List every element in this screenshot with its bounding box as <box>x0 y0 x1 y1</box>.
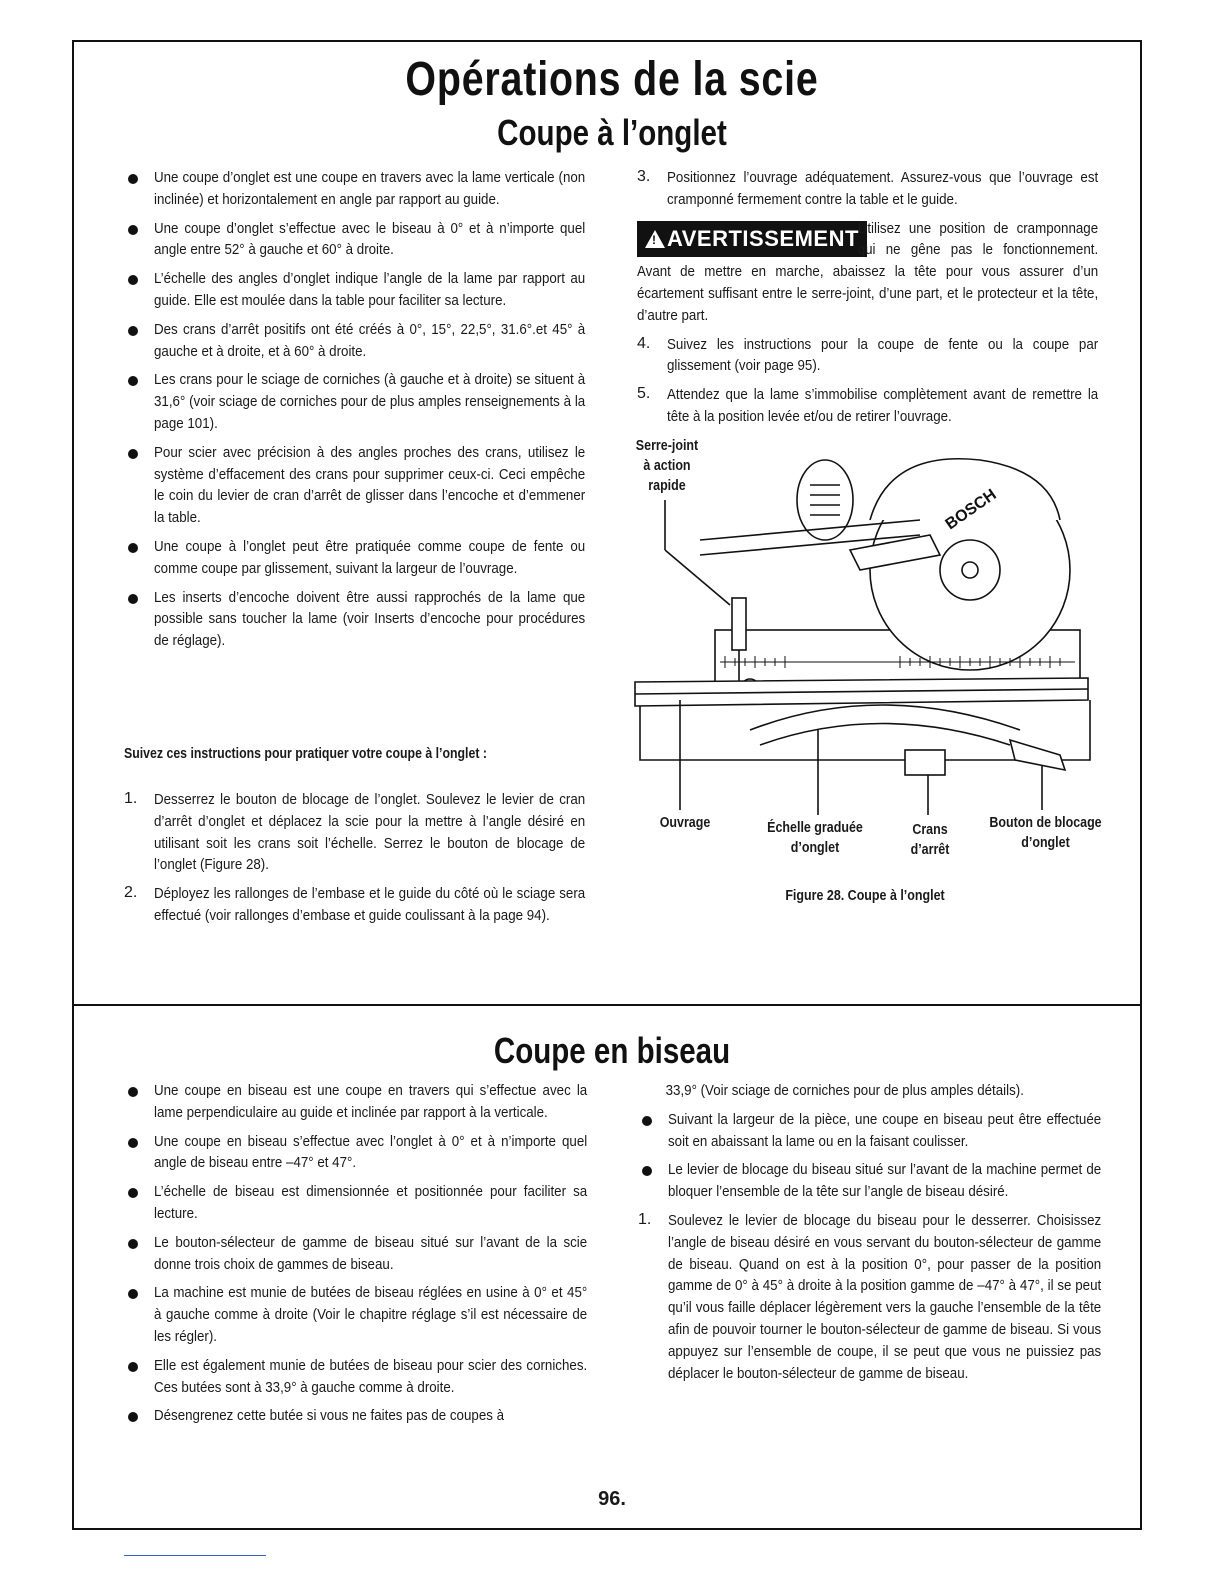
instructions-heading: Suivez ces instructions pour pratiquer votre coupe à l’onglet : <box>124 746 487 762</box>
page-number: 96. <box>598 1488 626 1510</box>
label-miter-lock-knob: Bouton de blocage d’onglet <box>989 815 1102 851</box>
step-item: 2. Déployez les rallonges de l’embase et le guide du côté où le sciage sera effectué (voir rallonges d’embase et guide coulissant à la page 94). <box>124 884 586 924</box>
warning-badge: !AVERTISSEMENT <box>637 221 867 257</box>
list-item: La machine est munie de butées de biseau réglées en usine à 0° et 45° à gauche comme à droite (Voir le chapitre réglage s’il est nécessaire de les régler). <box>124 1283 588 1348</box>
list-item: L’échelle de biseau est dimensionnée et positionnée pour faciliter sa lecture. <box>124 1182 588 1226</box>
label-workpiece: Ouvrage <box>659 815 711 831</box>
bevel-right-column <box>638 1081 1102 1392</box>
list-item: Une coupe d’onglet est une coupe en travers avec la lame verticale (non inclinée) et horizontalement en angle par rapport au guide. <box>124 168 586 212</box>
page-title: Opérations de la scie <box>405 53 819 106</box>
step-item: 3. Positionnez l’ouvrage adéquatement. Assurez-vous que l’ouvrage est cramponné fermement contre la table et le guide. <box>637 168 1099 208</box>
list-item: Le levier de blocage du biseau situé sur l’avant de la machine permet de bloquer l’ensemble de la tête sur l’angle de biseau désiré. <box>638 1160 1102 1204</box>
list-item: Suivant la largeur de la pièce, une coupe en biseau peut être effectuée soit en abaissant la lame ou en la faisant coulisser. <box>638 1110 1102 1154</box>
label-quick-clamp: Serre-joint à action rapide <box>635 438 699 494</box>
section-title-bevel: Coupe en biseau <box>493 1030 731 1071</box>
step-item: 5. Attendez que la lame s’immobilise complètement avant de remettre la tête à la position levée et/ou de retirer l’ouvrage. <box>637 385 1099 425</box>
miter-right-column <box>637 168 1099 436</box>
list-item: Elle est également munie de butées de biseau pour scier des corniches. Ces butées sont à 33,9° à gauche comme à droite. <box>124 1356 588 1400</box>
list-item: Une coupe à l’onglet peut être pratiquée comme coupe de fente ou comme coupe par glissement, suivant la largeur de l’ouvrage. <box>124 537 586 581</box>
list-item: L’échelle des angles d’onglet indique l’angle de la lame par rapport au guide. Elle est moulée dans la table pour faciliter sa lecture. <box>124 269 586 313</box>
list-item: Des crans d’arrêt positifs ont été créés à 0°, 15°, 22,5°, 31.6°.et 45° à gauche et à droite, et à 60° à droite. <box>124 320 586 364</box>
list-item: Une coupe d’onglet s’effectue avec le biseau à 0° et à n’importe quel angle entre 52° à gauche et 60° à droite. <box>124 219 586 263</box>
label-miter-scale: Échelle graduée d’onglet <box>767 820 863 856</box>
brand-logo: BOSCH <box>942 486 1000 534</box>
footer-link-underline <box>124 1555 266 1556</box>
section-divider <box>72 1004 1142 1006</box>
list-item: Une coupe en biseau s’effectue avec l’onglet à 0° et à n’importe quel angle de biseau entre –47° et 47°. <box>124 1132 588 1176</box>
section-title-miter: Coupe à l’onglet <box>497 112 727 153</box>
warning-block <box>637 219 1099 328</box>
miter-steps-left <box>124 790 586 935</box>
list-item: Le bouton-sélecteur de gamme de biseau situé sur l’avant de la scie donne trois choix de gammes de biseau. <box>124 1233 588 1277</box>
warning-text: Utilisez une position de cramponnage qui ne gêne pas le fonctionnement. Avant de mettre en marche, abaissez la tête pour vous assurer d’un écartement suffisant entre le serre-joint, d’une part, et le protecteur et la tête, d’autre part. <box>637 220 1099 324</box>
miter-bullet-list <box>124 168 586 653</box>
step-item: 4. Suivez les instructions pour la coupe de fente ou la coupe par glissement (voir page 95). <box>637 334 1099 375</box>
list-item: Une coupe en biseau est une coupe en travers qui s’effectue avec la lame perpendiculaire au guide et inclinée par rapport à la verticale. <box>124 1081 588 1125</box>
list-item: Désengrenez cette butée si vous ne faites pas de coupes à <box>124 1406 588 1428</box>
label-detents: Crans d’arrêt <box>910 822 950 858</box>
list-item: Les inserts d’encoche doivent être aussi rapprochés de la lame que possible sans toucher la lame (voir Inserts d’encoche pour procédures de réglage). <box>124 588 586 653</box>
step-item: 1. Desserrez le bouton de blocage de l’onglet. Soulevez le levier de cran d’arrêt d’onglet et déplacez la scie pour la mettre à l’angle désiré en utilisant soit les crans soit l’échelle. Serrez le bouton de blocage de l’onglet (Figure 28). <box>124 790 586 874</box>
bevel-continuation: 33,9° (Voir sciage de corniches pour de plus amples détails). <box>665 1083 1024 1099</box>
figure-caption: Figure 28. Coupe à l’onglet <box>785 888 945 904</box>
list-item: Pour scier avec précision à des angles proches des crans, utilisez le système d’effacement des crans pour supprimer ceux-ci. Ceci empêche le coin du levier de cran d’arrêt de glisser dans l’encoche et d’emmener la table. <box>124 443 586 530</box>
miter-left-column <box>124 168 586 660</box>
step-item: 1. Soulevez le levier de blocage du biseau pour le desserrer. Choisissez l’angle de biseau désiré en vous servant du bouton-sélecteur de gamme de biseau. Quand on est à la position 0°, pour passer de la position gamme de 0° à 45° à droite à la position gamme de –47° à 47°, il se peut qu’il vous faille déplacer légèrement vers la gauche l’ensemble de la tête afin de pouvoir tourner le bouton-sélecteur de gamme de biseau. Si vous appuyez sur l’ensemble de coupe, il se peut que vous ne puissiez pas déplacer le bouton-sélecteur de gamme de biseau. <box>638 1210 1102 1382</box>
list-item: Les crans pour le sciage de corniches (à gauche et à droite) se situent à 31,6° (voir sciage de corniches pour de plus amples renseignements à la page 101). <box>124 370 586 435</box>
bevel-left-column <box>124 1081 588 1435</box>
